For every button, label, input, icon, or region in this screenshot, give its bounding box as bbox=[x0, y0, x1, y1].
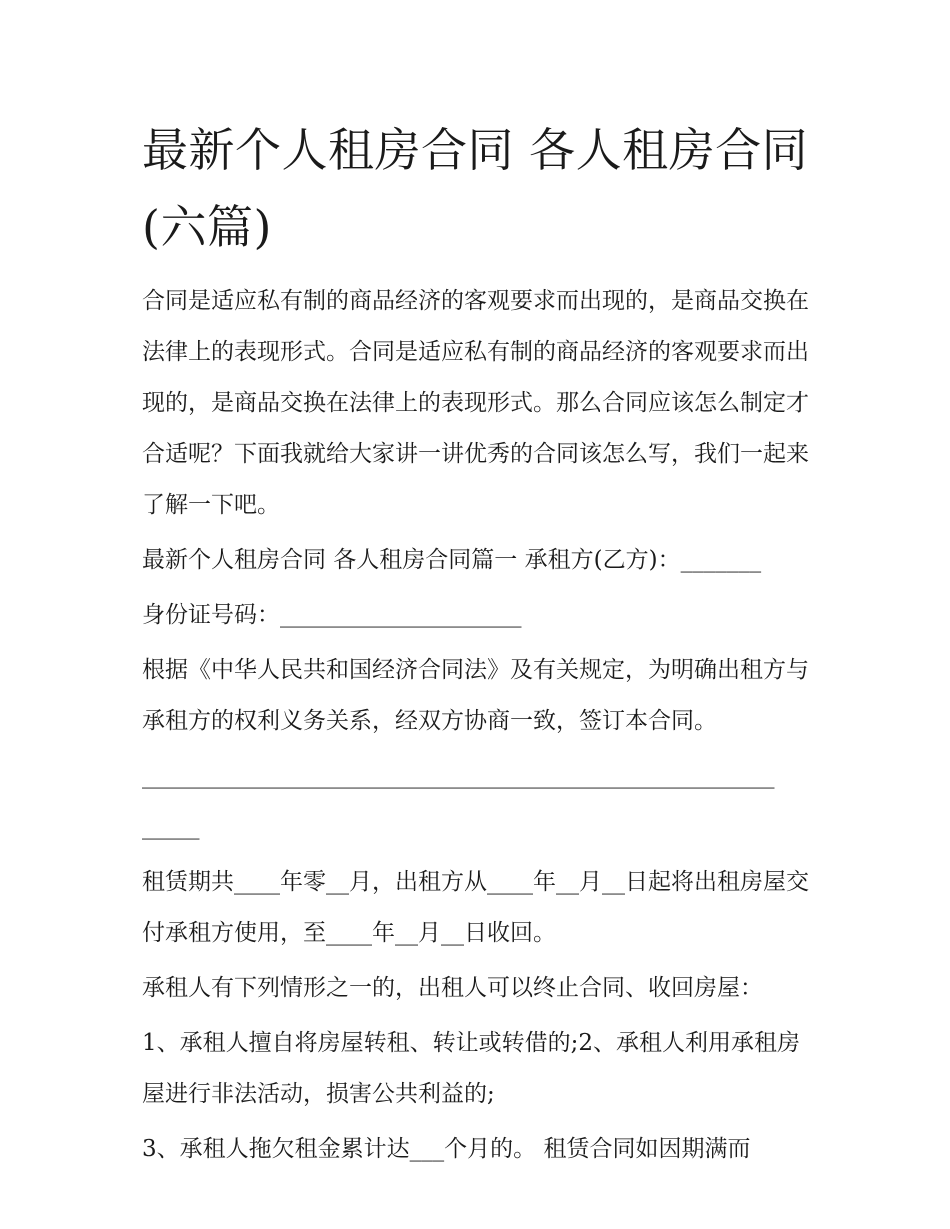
termination-intro-paragraph: 承租人有下列情形之一的，出租人可以终止合同、收回房屋： bbox=[142, 975, 763, 1001]
blank-rule-line-short: _____ bbox=[142, 814, 200, 840]
termination-clauses-paragraph: 1、承租人擅自将房屋转租、转让或转借的;2、承租人利用承租房屋进行非法活动，损害公共利益的; bbox=[142, 1030, 801, 1107]
lease-term-paragraph: 租赁期共____年零__月，出租方从____年__月__日起将出租房屋交付承租方使用，至____年__月__日收回。 bbox=[142, 869, 809, 946]
document-title: 最新个人租房合同 各人租房合同(六篇) bbox=[142, 123, 809, 254]
id-number-line: 身份证号码：_____________________ bbox=[142, 602, 522, 628]
legal-basis-paragraph: 根据《中华人民共和国经济合同法》及有关规定，为明确出租方与承租方的权利义务关系，经双方协商一致，签订本合同。 bbox=[142, 657, 809, 734]
arrears-clause-paragraph: 3、承租人拖欠租金累计达___个月的。 租赁合同如因期满而 bbox=[142, 1136, 751, 1162]
blank-rule-line: _______________________________________________________ bbox=[142, 763, 775, 789]
document-body bbox=[142, 276, 814, 1179]
contract-heading-line: 最新个人租房合同 各人租房合同篇一 承租方(乙方)：_______ bbox=[142, 547, 762, 573]
intro-paragraph: 合同是适应私有制的商品经济的客观要求而出现的，是商品交换在法律上的表现形式。合同是适应私有制的商品经济的客观要求而出现的，是商品交换在法律上的表现形式。那么合同应该怎么制定才合适呢？下面我就给大家讲一讲优秀的合同该怎么写，我们一起来了解一下吧。 bbox=[142, 288, 809, 518]
